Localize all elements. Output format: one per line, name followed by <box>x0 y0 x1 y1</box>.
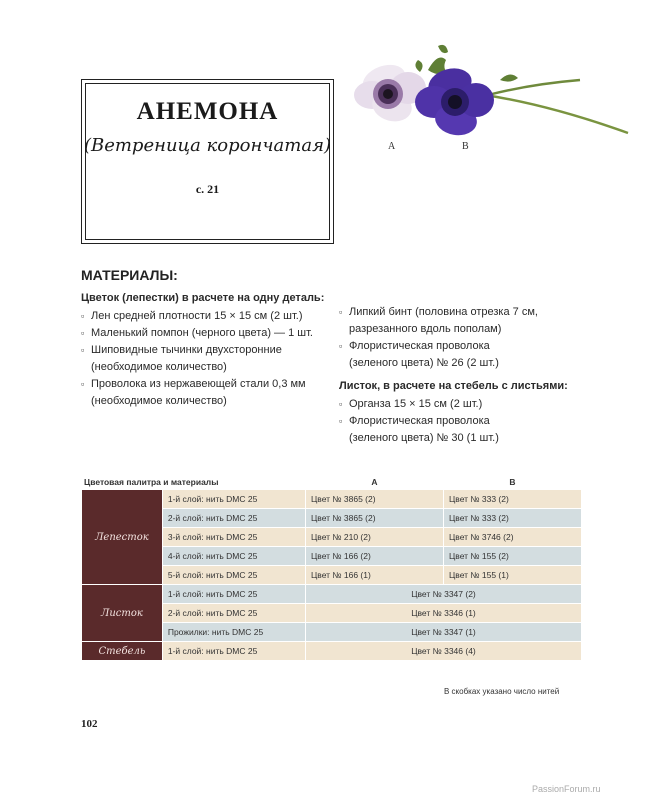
table-row: Лепесток 1-й слой: нить DMC 25 Цвет № 3865 (2) Цвет № 333 (2) <box>82 490 581 508</box>
page-reference: с. 21 <box>195 182 220 196</box>
page-number: 102 <box>81 718 98 730</box>
flower-label-b: B <box>462 141 469 152</box>
table-row: 2-й слой: нить DMC 25 Цвет № 3346 (1) <box>82 604 581 622</box>
materials-left-column <box>81 290 331 410</box>
table-row: 5-й слой: нить DMC 25 Цвет № 166 (1) Цвет № 155 (1) <box>82 566 581 584</box>
color-palette-table <box>81 474 582 661</box>
table-row: 2-й слой: нить DMC 25 Цвет № 3865 (2) Цвет № 333 (2) <box>82 509 581 527</box>
list-item: ▫ Флористическая проволока (зеленого цвета) № 26 (2 шт.) <box>339 340 499 369</box>
title-box <box>81 79 334 244</box>
page-subtitle: (Ветреница корончатая) <box>83 135 332 156</box>
list-item: ▫ Липкий бинт (половина отрезка 7 см, разрезанного вдоль пополам) <box>339 306 538 335</box>
table-header-a: A <box>371 477 378 487</box>
watermark: PassionForum.ru <box>532 784 601 794</box>
list-item: ▫ Проволока из нержавеющей стали 0,3 мм (необходимое количество) <box>81 378 306 407</box>
square-bullet-icon: ▫ <box>81 328 85 338</box>
square-bullet-icon: ▫ <box>81 311 85 321</box>
list-item: ▫ Шиповидные тычинки двухсторонние (необходимое количество) <box>81 344 282 373</box>
materials-heading: МАТЕРИАЛЫ: <box>81 267 178 283</box>
leaf-subheading: Листок, в расчете на стебель с листьями: <box>339 380 568 392</box>
category-stem: Стебель <box>82 642 162 660</box>
table-row: 4-й слой: нить DMC 25 Цвет № 166 (2) Цвет № 155 (2) <box>82 547 581 565</box>
table-header-label: Цветовая палитра и материалы <box>84 477 219 487</box>
table-row: 3-й слой: нить DMC 25 Цвет № 210 (2) Цвет № 3746 (2) <box>82 528 581 546</box>
square-bullet-icon: ▫ <box>81 379 85 389</box>
table-row: Прожилки: нить DMC 25 Цвет № 3347 (1) <box>82 623 581 641</box>
table-note: В скобках указано число нитей <box>444 687 560 696</box>
flower-subheading: Цветок (лепестки) в расчете на одну деталь: <box>81 292 325 304</box>
list-item: ▫ Маленький помпон (черного цвета) — 1 шт. <box>81 325 331 342</box>
table-header-b: B <box>509 477 516 487</box>
square-bullet-icon: ▫ <box>339 341 343 351</box>
table-row: Листок 1-й слой: нить DMC 25 Цвет № 3347 (2) <box>82 585 581 603</box>
anemone-flowers-image <box>350 40 640 155</box>
square-bullet-icon: ▫ <box>339 416 343 426</box>
square-bullet-icon: ▫ <box>339 307 343 317</box>
page-title: АНЕМОНА <box>136 98 279 125</box>
table-row: Стебель 1-й слой: нить DMC 25 Цвет № 3346 (4) <box>82 642 581 660</box>
list-item: ▫ Флористическая проволока (зеленого цвета) № 30 (1 шт.) <box>339 415 499 444</box>
square-bullet-icon: ▫ <box>81 345 85 355</box>
category-leaf: Листок <box>82 585 162 641</box>
materials-right-column <box>339 304 579 447</box>
flower-label-a: A <box>388 141 396 152</box>
list-item: ▫ Органза 15 × 15 см (2 шт.) <box>339 396 579 413</box>
square-bullet-icon: ▫ <box>339 399 343 409</box>
list-item: ▫ Лен средней плотности 15 × 15 см (2 шт.) <box>81 308 331 325</box>
category-petal: Лепесток <box>82 490 162 584</box>
table-header-row <box>82 475 581 489</box>
